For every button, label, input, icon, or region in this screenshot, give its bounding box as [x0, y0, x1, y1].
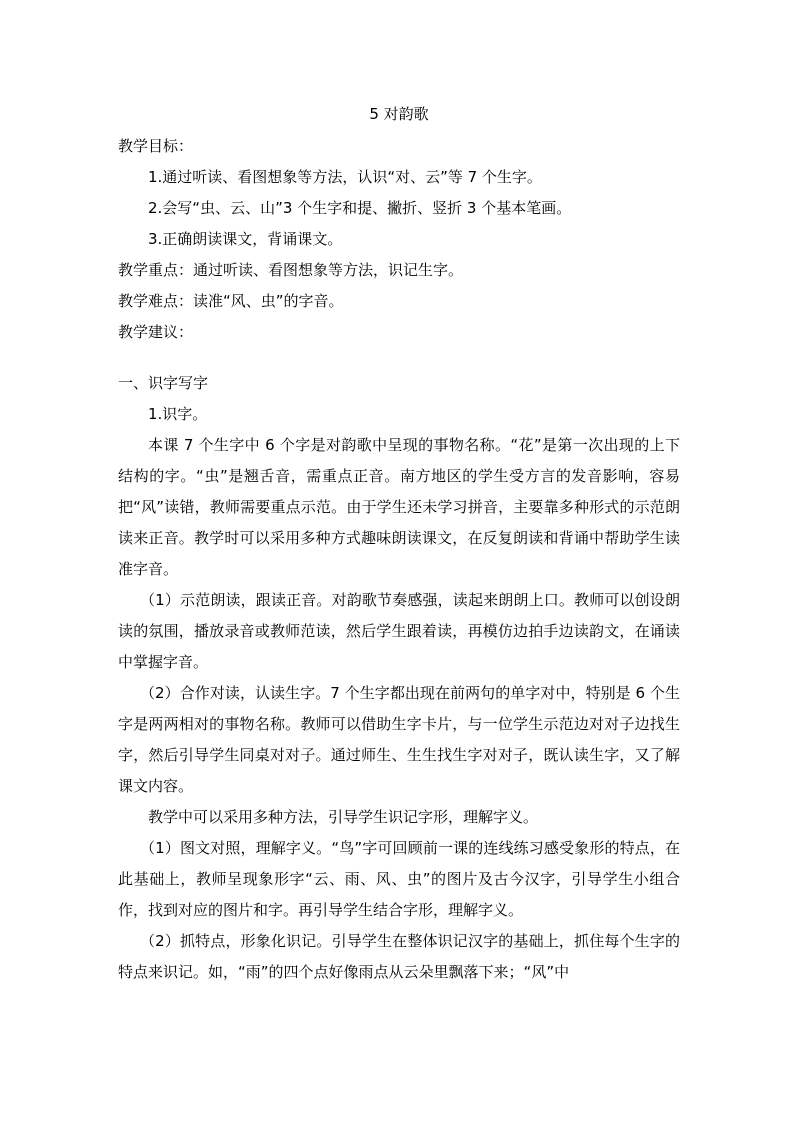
paragraph-summary: 教学中可以采用多种方法，引导学生识记字形，理解字义。 — [148, 808, 539, 826]
paragraph-method-1: （1）示范朗读，跟读正音。对韵歌节奏感强，读起来朗朗上口。教师可以创设朗读的氛围，播放录音或教师范读，然后学生跟着读，再模仿边拍手边读韵文，在诵读中掌握字音。 — [118, 591, 680, 671]
difficulty: 教学难点：读准“风、虫”的字音。 — [118, 292, 344, 310]
suggestion-heading: 教学建议： — [118, 323, 194, 341]
section-heading: 一、识字写字 — [118, 374, 209, 392]
paragraph-method-4: （2）抓特点，形象化识记。引导学生在整体识记汉字的基础上，抓住每个生字的特点来识记。如，“雨”的四个点好像雨点从云朵里飘落下来；“风”中 — [118, 932, 680, 981]
paragraph-intro: 本课 7 个生字中 6 个字是对韵歌中呈现的事物名称。“花”是第一次出现的上下结构的字。“虫”是翘舌音，需重点正音。南方地区的学生受方言的发音影响，容易把“风”读错，教师需要重点示范。由于学生还未学习拼音，主要靠多种形式的示范朗读来正音。教学时可以采用多种方式趣味朗读课文，在反复朗读和背诵中帮助学生读准字音。 — [118, 436, 680, 578]
page-title: 5 对韵歌 — [369, 105, 429, 123]
goals-heading: 教学目标： — [118, 137, 194, 155]
key-point: 教学重点：通过听读、看图想象等方法，识记生字。 — [118, 261, 464, 279]
goal-item-2: 2.会写“虫、云、山”3 个生字和提、撇折、竖折 3 个基本笔画。 — [148, 199, 572, 217]
paragraph-method-3: （1）图文对照，理解字义。“鸟”字可回顾前一课的连线练习感受象形的特点，在此基础上，教师呈现象形字“云、雨、风、虫”的图片及古今汉字，引导学生小组合作，找到对应的图片和字。再引导学生结合字形，理解字义。 — [118, 839, 680, 919]
goal-item-1: 1.通过听读、看图想象等方法，认识“对、云”等 7 个生字。 — [148, 168, 542, 186]
goal-item-3: 3.正确朗读课文，背诵课文。 — [148, 230, 343, 248]
document-page — [118, 100, 680, 988]
subsection-heading: 1.识字。 — [148, 405, 208, 423]
spacer — [118, 348, 680, 368]
paragraph-method-2: （2）合作对读，认读生字。7 个生字都出现在前两句的单字对中，特别是 6 个生字是两两相对的事物名称。教师可以借助生字卡片，与一位学生示范边对对子边找生字，然后引导学生同桌对对子。通过师生、生生找生字对对子，既认读生字，又了解课文内容。 — [118, 684, 680, 795]
